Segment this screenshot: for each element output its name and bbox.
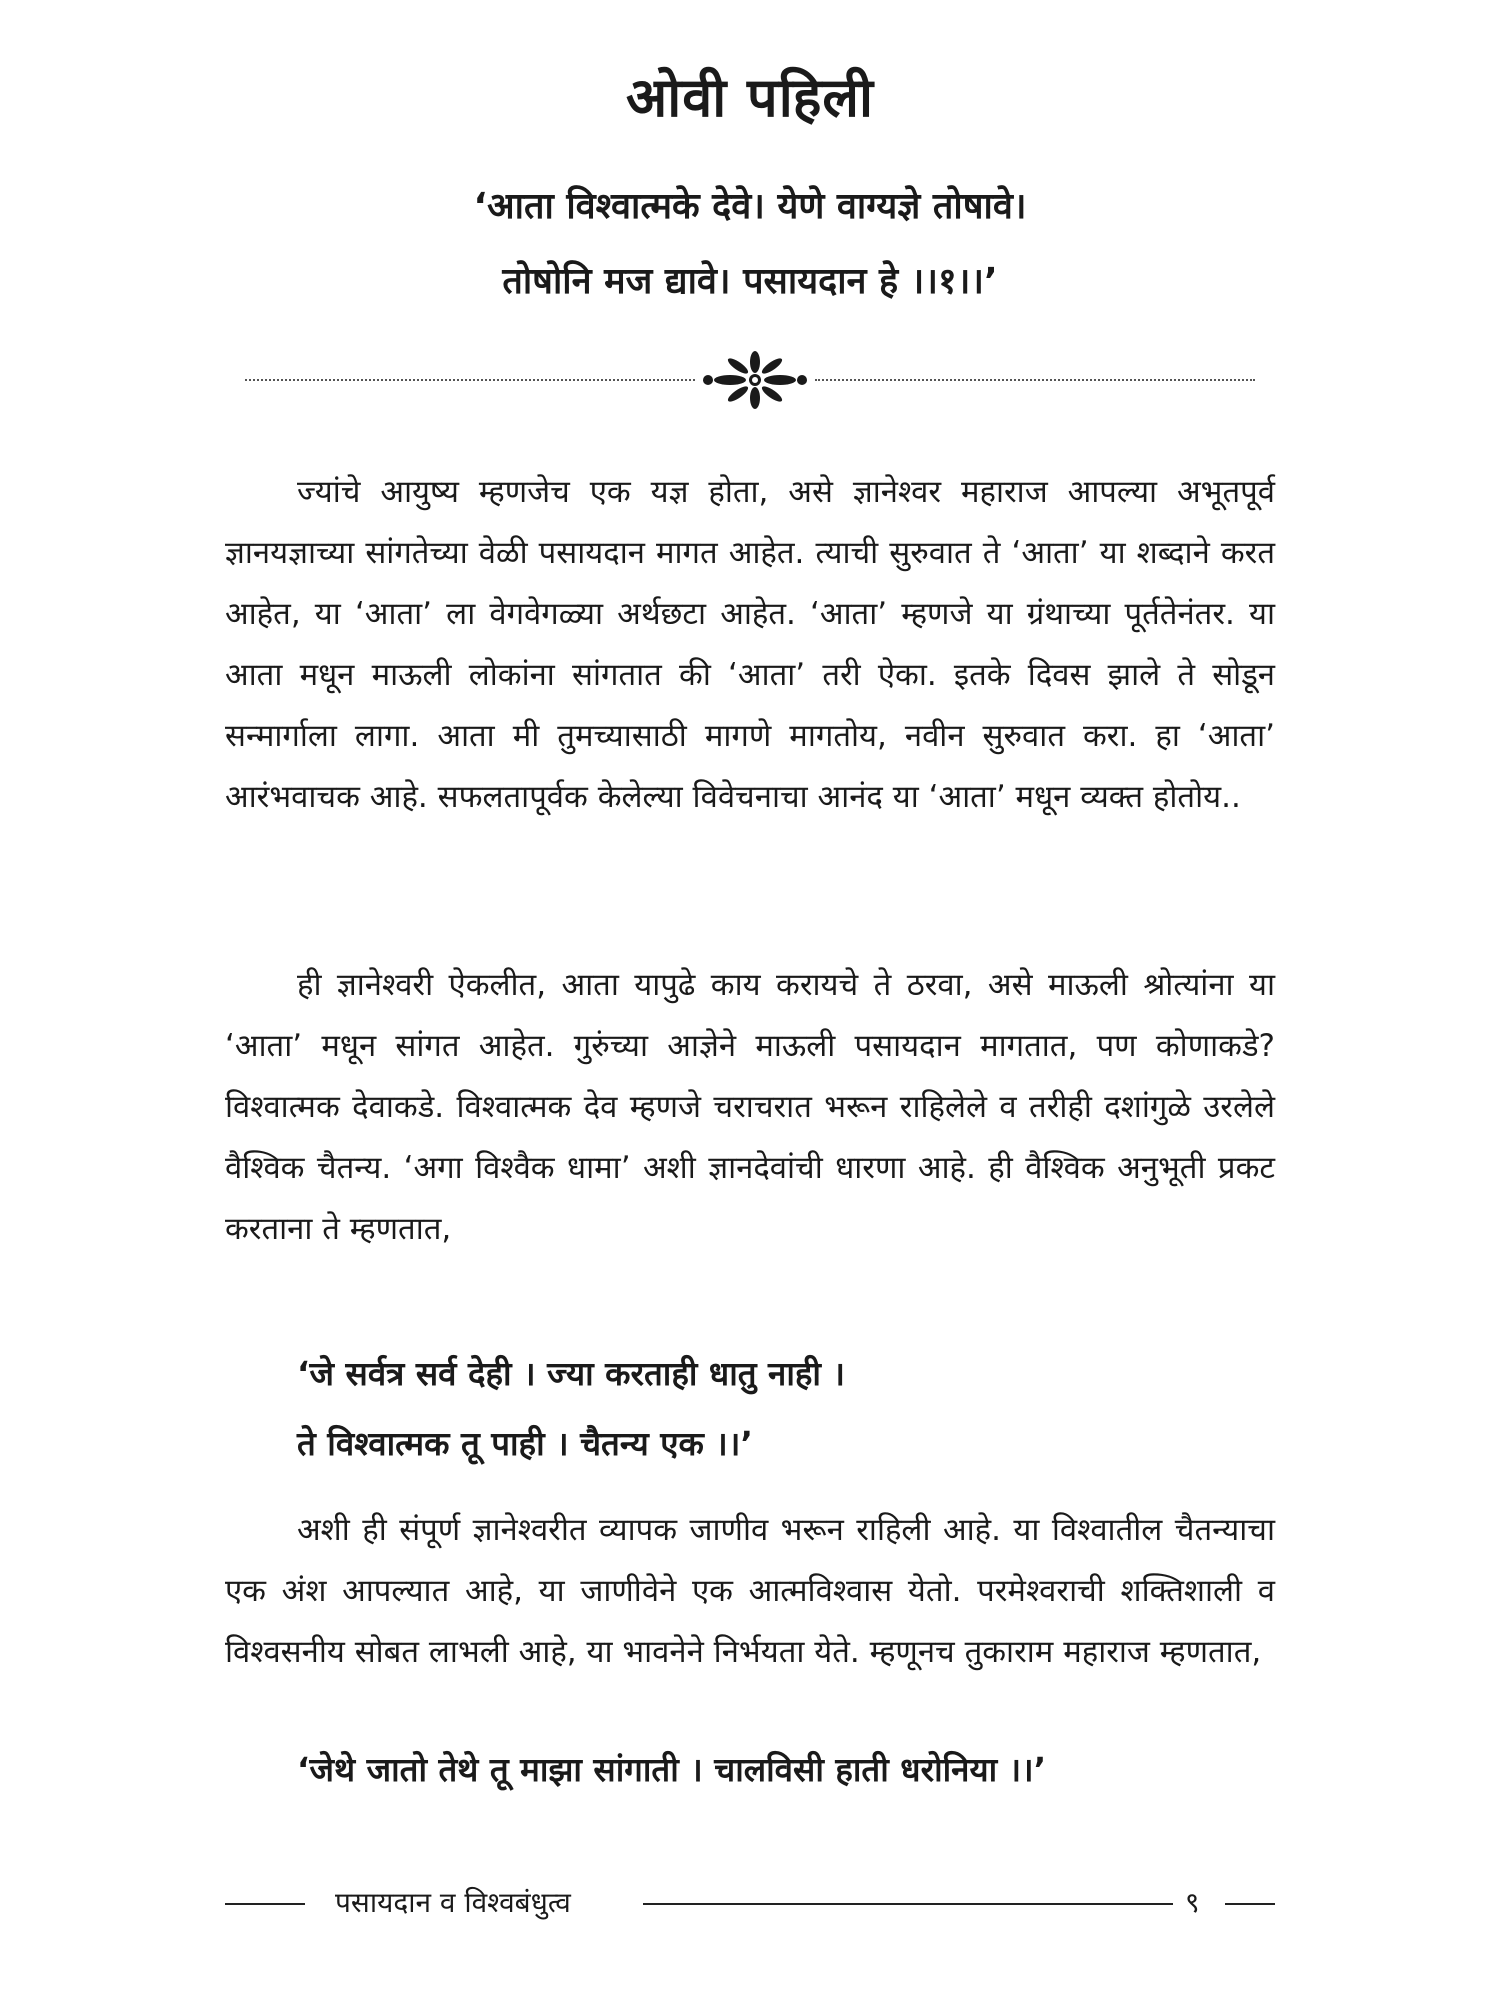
page-footer [225, 1883, 1275, 1923]
divider-dots-right [815, 379, 1255, 381]
footer-rule-left [225, 1903, 305, 1905]
footer-book-title: पसायदान व विश्वबंधुत्व [335, 1886, 571, 1919]
quote-line-1: ‘जे सर्वत्र सर्व देही । ज्या करताही धातु नाही । [297, 1354, 845, 1393]
paragraph-2: ही ज्ञानेश्वरी ऐकलीत, आता यापुढे काय करायचे ते ठरवा, असे माऊली श्रोत्यांना या ‘आता’ मधून सांगत आहेत. गुरुंच्या आज्ञेने माऊली पसायदान मागतात, पण कोणाकडे? विश्वात्मक देवाकडे. विश्वात्मक देव म्हणजे चराचरात भरून राहिलेले व तरीही दशांगुळे उरलेले वैश्विक चैतन्य. ‘अगा विश्वैक धामा’ अशी ज्ञानदेवांची धारणा आहे. ही वैश्विक अनुभूती प्रकट करताना ते म्हणतात, [225, 967, 1275, 1247]
verse-line-2: तोषोनि मज द्यावे। पसायदान हे ।।१।।’ [502, 261, 998, 302]
page-number: ९ [1185, 1886, 1200, 1919]
quote-line-3: ‘जेथे जातो तेथे तू माझा सांगाती । चालविसी हाती धरोनिया ।।’ [297, 1750, 1047, 1789]
divider-dots-left [245, 379, 695, 381]
paragraph-3: अशी ही संपूर्ण ज्ञानेश्वरीत व्यापक जाणीव भरून राहिली आहे. या विश्वातील चैतन्याचा एक अंश आपल्यात आहे, या जाणीवेने एक आत्मविश्वास येतो. परमेश्वराची शक्तिशाली व विश्वसनीय सोबत लाभली आहे, या भावनेने निर्भयता येते. म्हणूनच तुकाराम महाराज म्हणतात, [225, 1512, 1275, 1670]
page-title: ओवी पहिली [626, 66, 874, 129]
verse-line-1: ‘आता विश्वात्मके देवे। येणे वाग्यज्ञे तोषावे। [473, 186, 1027, 227]
paragraph-1: ज्यांचे आयुष्य म्हणजेच एक यज्ञ होता, असे ज्ञानेश्वर महाराज आपल्या अभूतपूर्व ज्ञानयज्ञाच्या सांगतेच्या वेळी पसायदान मागत आहेत. त्याची सुरुवात ते ‘आता’ या शब्दाने करत आहेत, या ‘आता’ ला वेगवेगळ्या अर्थछटा आहेत. ‘आता’ म्हणजे या ग्रंथाच्या पूर्ततेनंतर. या आता मधून माऊली लोकांना सांगतात की ‘आता’ तरी ऐका. इतके दिवस झाले ते सोडून सन्मार्गाला लागा. आता मी तुमच्यासाठी मागणे मागतोय, नवीन सुरुवात करा. हा ‘आता’ आरंभवाचक आहे. सफलतापूर्वक केलेल्या विवेचनाचा आनंद या ‘आता’ मधून व्यक्त होतोय.. [225, 474, 1275, 815]
floral-ornament-icon [700, 350, 810, 410]
footer-rule-middle [643, 1903, 1173, 1905]
footer-rule-right [1225, 1903, 1275, 1905]
ornamental-divider [245, 350, 1255, 410]
quote-line-2: ते विश्वात्मक तू पाही । चैतन्य एक ।।’ [297, 1424, 753, 1463]
